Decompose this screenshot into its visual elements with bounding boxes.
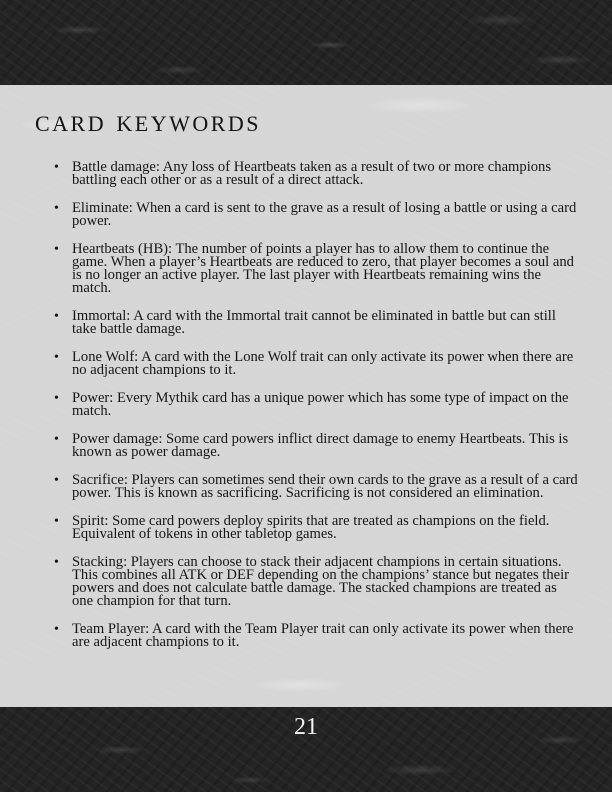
- bullet-icon: •: [54, 513, 59, 529]
- list-item: [50, 389, 580, 420]
- bullet-icon: •: [54, 309, 59, 325]
- page-title: card keywords: [35, 103, 262, 138]
- keyword-definition: Spirit: Some card powers deploy spirits that are treated as champions on the field. Equivalent of tokens in other tabletop games.: [72, 512, 550, 542]
- list-item: [50, 161, 580, 187]
- list-item: [50, 240, 580, 297]
- list-item: [50, 553, 580, 610]
- keyword-definition: Power damage: Some card powers inflict direct damage to enemy Heartbeats. This is known as power damage.: [72, 430, 569, 461]
- keyword-list: [50, 161, 580, 664]
- keyword-definition: Heartbeats (HB): The number of points a player has to allow them to continue the game. When a player’s Heartbeats are reduced to zero, that player becomes a soul and is no longer an active player. The last player with Heartbeats remaining wins the match.: [72, 240, 574, 297]
- bullet-icon: •: [54, 621, 59, 637]
- keyword-definition: Team Player: A card with the Team Player trait can only activate its power when there are adjacent champions to it.: [72, 620, 574, 651]
- list-item: [50, 351, 580, 377]
- bullet-icon: •: [54, 241, 59, 257]
- keyword-definition: Sacrifice: Players can sometimes send their own cards to the grave as a result of a card power. This is known as sacrificing. Sacrificing is not considered an elimination.: [72, 471, 578, 501]
- keyword-definition: Stacking: Players can choose to stack their adjacent champions in certain situations. This combines all ATK or DEF depending on the champions’ stance but negates their powers and does not calculate battle damage. The stacked champions are treated as one champion for that turn.: [72, 553, 570, 610]
- page-number: 21: [294, 714, 318, 740]
- list-item: [50, 199, 580, 230]
- keyword-definition: Eliminate: When a card is sent to the grave as a result of losing a battle or using a card power.: [72, 199, 577, 230]
- list-item: [50, 471, 580, 501]
- bullet-icon: •: [54, 472, 59, 488]
- list-item: [50, 512, 580, 542]
- keyword-definition: Power: Every Mythik card has a unique power which has some type of impact on the match.: [72, 389, 569, 420]
- bullet-icon: •: [54, 554, 59, 570]
- bullet-icon: •: [54, 160, 59, 175]
- list-item: [50, 620, 580, 651]
- bullet-icon: •: [54, 350, 59, 366]
- list-item: [50, 430, 580, 461]
- keyword-definition: Battle damage: Any loss of Heartbeats taken as a result of two or more champions battling each other or as a result of a direct attack.: [72, 159, 552, 189]
- bullet-icon: •: [54, 390, 59, 406]
- keyword-definition: Lone Wolf: A card with the Lone Wolf trait can only activate its power when there are no adjacent champions to it.: [72, 349, 574, 379]
- list-item: [50, 310, 580, 336]
- keyword-definition: Immortal: A card with the Immortal trait cannot be eliminated in battle but can still take battle damage.: [72, 308, 556, 338]
- content-panel: [0, 85, 612, 707]
- bullet-icon: •: [54, 431, 59, 447]
- bullet-icon: •: [54, 200, 59, 216]
